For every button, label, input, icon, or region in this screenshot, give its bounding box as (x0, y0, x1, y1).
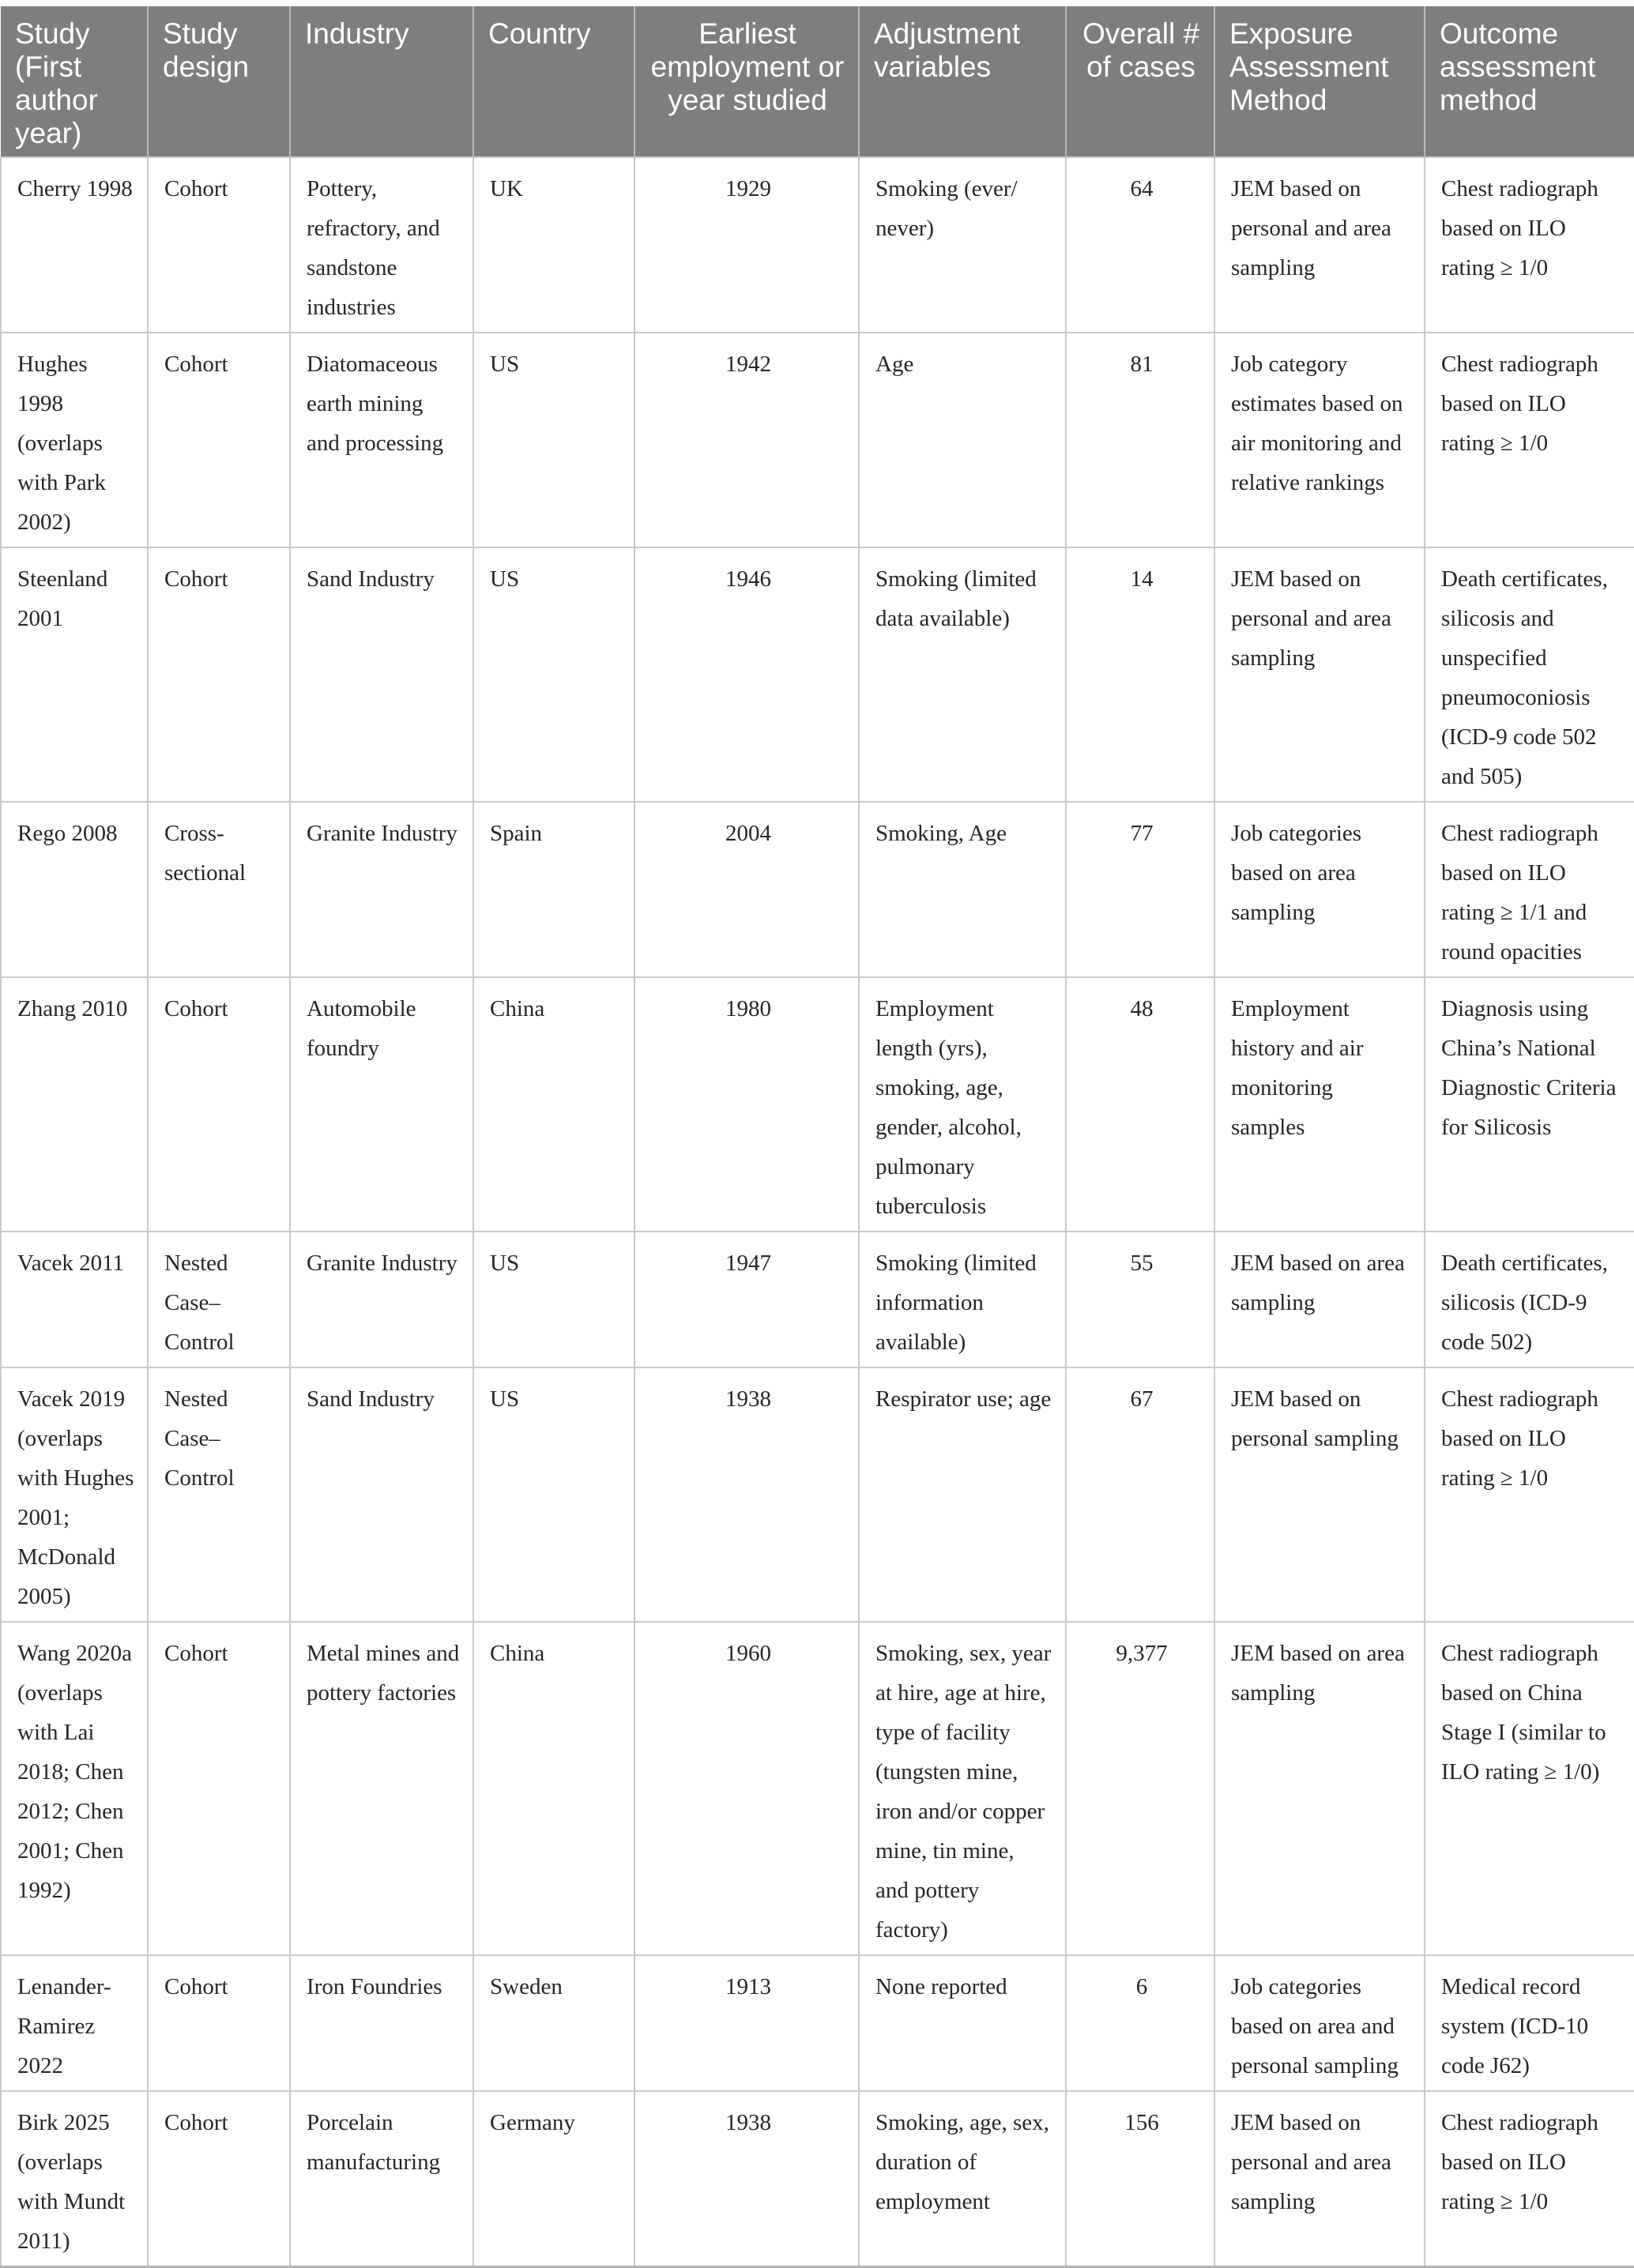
table-row (1, 547, 1634, 802)
cell-adjustment-variables: Smoking, sex, year at hire, age at hire, type of facility (tungsten mine, iron and/or copper mine, tin mine, and pottery factory) (859, 1622, 1066, 1955)
cell-earliest-employment: 2004 (634, 802, 859, 977)
cell-country: US (473, 1232, 634, 1367)
cell-adjustment-variables: Smoking (ever/ never) (859, 157, 1066, 333)
cell-industry: Diatomaceous earth mining and processing (290, 333, 473, 547)
header-adjustment-variables: Adjustment variables (859, 6, 1066, 157)
cell-study-design: Cross-sectional (148, 802, 290, 977)
cell-study-design: Cohort (148, 1622, 290, 1955)
table-row (1, 802, 1634, 977)
cell-adjustment-variables: Smoking, age, sex, duration of employment (859, 2091, 1066, 2267)
cell-study: Hughes 1998 (overlaps with Park 2002) (1, 333, 148, 547)
header-earliest-employment: Earliest employment or year studied (634, 6, 859, 157)
cell-outcome-assessment: Chest radiograph based on ILO rating ≥ 1/1 and round opacities (1425, 802, 1634, 977)
cell-adjustment-variables: Smoking (limited information available) (859, 1232, 1066, 1367)
cell-overall-cases: 55 (1066, 1232, 1214, 1367)
cell-overall-cases: 9,377 (1066, 1622, 1214, 1955)
cell-outcome-assessment: Chest radiograph based on ILO rating ≥ 1/0 (1425, 157, 1634, 333)
cell-study: Cherry 1998 (1, 157, 148, 333)
cell-exposure-assessment: Employment history and air monitoring samples (1214, 977, 1425, 1232)
cell-industry: Granite Industry (290, 1232, 473, 1367)
cell-earliest-employment: 1947 (634, 1232, 859, 1367)
header-study-design: Study design (148, 6, 290, 157)
cell-overall-cases: 6 (1066, 1955, 1214, 2091)
header-exposure-assessment: Exposure Assessment Method (1214, 6, 1425, 157)
cell-study: Lenander-Ramirez 2022 (1, 1955, 148, 2091)
cell-study: Vacek 2019 (overlaps with Hughes 2001; McDonald 2005) (1, 1367, 148, 1622)
cell-industry: Automobile foundry (290, 977, 473, 1232)
cell-outcome-assessment: Medical record system (ICD-10 code J62) (1425, 1955, 1634, 2091)
cell-earliest-employment: 1938 (634, 2091, 859, 2267)
cell-earliest-employment: 1913 (634, 1955, 859, 2091)
cell-adjustment-variables: Employment length (yrs), smoking, age, gender, alcohol, pulmonary tuberculosis (859, 977, 1066, 1232)
cell-study: Steenland 2001 (1, 547, 148, 802)
cell-country: China (473, 977, 634, 1232)
cell-country: Spain (473, 802, 634, 977)
cell-adjustment-variables: None reported (859, 1955, 1066, 2091)
cell-country: China (473, 1622, 634, 1955)
cell-country: US (473, 547, 634, 802)
cell-outcome-assessment: Chest radiograph based on ILO rating ≥ 1/0 (1425, 333, 1634, 547)
cell-exposure-assessment: JEM based on area sampling (1214, 1622, 1425, 1955)
cell-industry: Metal mines and pottery factories (290, 1622, 473, 1955)
table-row (1, 333, 1634, 547)
cell-overall-cases: 77 (1066, 802, 1214, 977)
cell-study-design: Cohort (148, 2091, 290, 2267)
cell-country: US (473, 1367, 634, 1622)
cell-adjustment-variables: Age (859, 333, 1066, 547)
header-overall-cases: Overall # of cases (1066, 6, 1214, 157)
cell-earliest-employment: 1929 (634, 157, 859, 333)
cell-exposure-assessment: JEM based on personal sampling (1214, 1367, 1425, 1622)
header-industry: Industry (290, 6, 473, 157)
cell-study-design: Cohort (148, 977, 290, 1232)
table-row (1, 1622, 1634, 1955)
cell-study-design: Cohort (148, 547, 290, 802)
cell-adjustment-variables: Respirator use; age (859, 1367, 1066, 1622)
cell-outcome-assessment: Death certificates, silicosis and unspecified pneumoconiosis (ICD-9 code 502 and 505) (1425, 547, 1634, 802)
header-outcome-assessment: Outcome assessment method (1425, 6, 1634, 157)
cell-industry: Sand Industry (290, 1367, 473, 1622)
cell-study: Birk 2025 (overlaps with Mundt 2011) (1, 2091, 148, 2267)
cell-exposure-assessment: Job categories based on area and personal sampling (1214, 1955, 1425, 2091)
cell-exposure-assessment: JEM based on personal and area sampling (1214, 157, 1425, 333)
cell-industry: Sand Industry (290, 547, 473, 802)
cell-exposure-assessment: JEM based on personal and area sampling (1214, 2091, 1425, 2267)
cell-exposure-assessment: Job category estimates based on air monitoring and relative rankings (1214, 333, 1425, 547)
cell-adjustment-variables: Smoking (limited data available) (859, 547, 1066, 802)
cell-study: Zhang 2010 (1, 977, 148, 1232)
cell-study-design: Nested Case–Control (148, 1367, 290, 1622)
cell-earliest-employment: 1942 (634, 333, 859, 547)
cell-study-design: Nested Case–Control (148, 1232, 290, 1367)
header-row (1, 6, 1634, 157)
table-row (1, 1232, 1634, 1367)
header-study: Study (First author year) (1, 6, 148, 157)
cell-industry: Porcelain manufacturing (290, 2091, 473, 2267)
cell-outcome-assessment: Chest radiograph based on China Stage I (similar to ILO rating ≥ 1/0) (1425, 1622, 1634, 1955)
cell-study: Vacek 2011 (1, 1232, 148, 1367)
cell-exposure-assessment: JEM based on area sampling (1214, 1232, 1425, 1367)
table-row (1, 1367, 1634, 1622)
cell-country: Germany (473, 2091, 634, 2267)
study-summary-table (0, 6, 1634, 2268)
cell-overall-cases: 156 (1066, 2091, 1214, 2267)
cell-study: Rego 2008 (1, 802, 148, 977)
table-row (1, 977, 1634, 1232)
cell-overall-cases: 14 (1066, 547, 1214, 802)
cell-industry: Granite Industry (290, 802, 473, 977)
cell-exposure-assessment: Job categories based on area sampling (1214, 802, 1425, 977)
cell-study-design: Cohort (148, 1955, 290, 2091)
table-row (1, 2091, 1634, 2267)
cell-industry: Pottery, refractory, and sandstone industries (290, 157, 473, 333)
cell-outcome-assessment: Diagnosis using China’s National Diagnostic Criteria for Silicosis (1425, 977, 1634, 1232)
cell-earliest-employment: 1980 (634, 977, 859, 1232)
cell-country: UK (473, 157, 634, 333)
cell-exposure-assessment: JEM based on personal and area sampling (1214, 547, 1425, 802)
cell-industry: Iron Foundries (290, 1955, 473, 2091)
header-country: Country (473, 6, 634, 157)
cell-overall-cases: 48 (1066, 977, 1214, 1232)
cell-earliest-employment: 1960 (634, 1622, 859, 1955)
cell-country: US (473, 333, 634, 547)
cell-study-design: Cohort (148, 157, 290, 333)
cell-earliest-employment: 1938 (634, 1367, 859, 1622)
cell-overall-cases: 81 (1066, 333, 1214, 547)
cell-study-design: Cohort (148, 333, 290, 547)
table-row (1, 157, 1634, 333)
cell-study: Wang 2020a (overlaps with Lai 2018; Chen 2012; Chen 2001; Chen 1992) (1, 1622, 148, 1955)
cell-country: Sweden (473, 1955, 634, 2091)
cell-overall-cases: 67 (1066, 1367, 1214, 1622)
cell-adjustment-variables: Smoking, Age (859, 802, 1066, 977)
cell-overall-cases: 64 (1066, 157, 1214, 333)
cell-outcome-assessment: Chest radiograph based on ILO rating ≥ 1/0 (1425, 2091, 1634, 2267)
cell-outcome-assessment: Death certificates, silicosis (ICD-9 code 502) (1425, 1232, 1634, 1367)
cell-outcome-assessment: Chest radiograph based on ILO rating ≥ 1/0 (1425, 1367, 1634, 1622)
cell-earliest-employment: 1946 (634, 547, 859, 802)
table-row (1, 1955, 1634, 2091)
